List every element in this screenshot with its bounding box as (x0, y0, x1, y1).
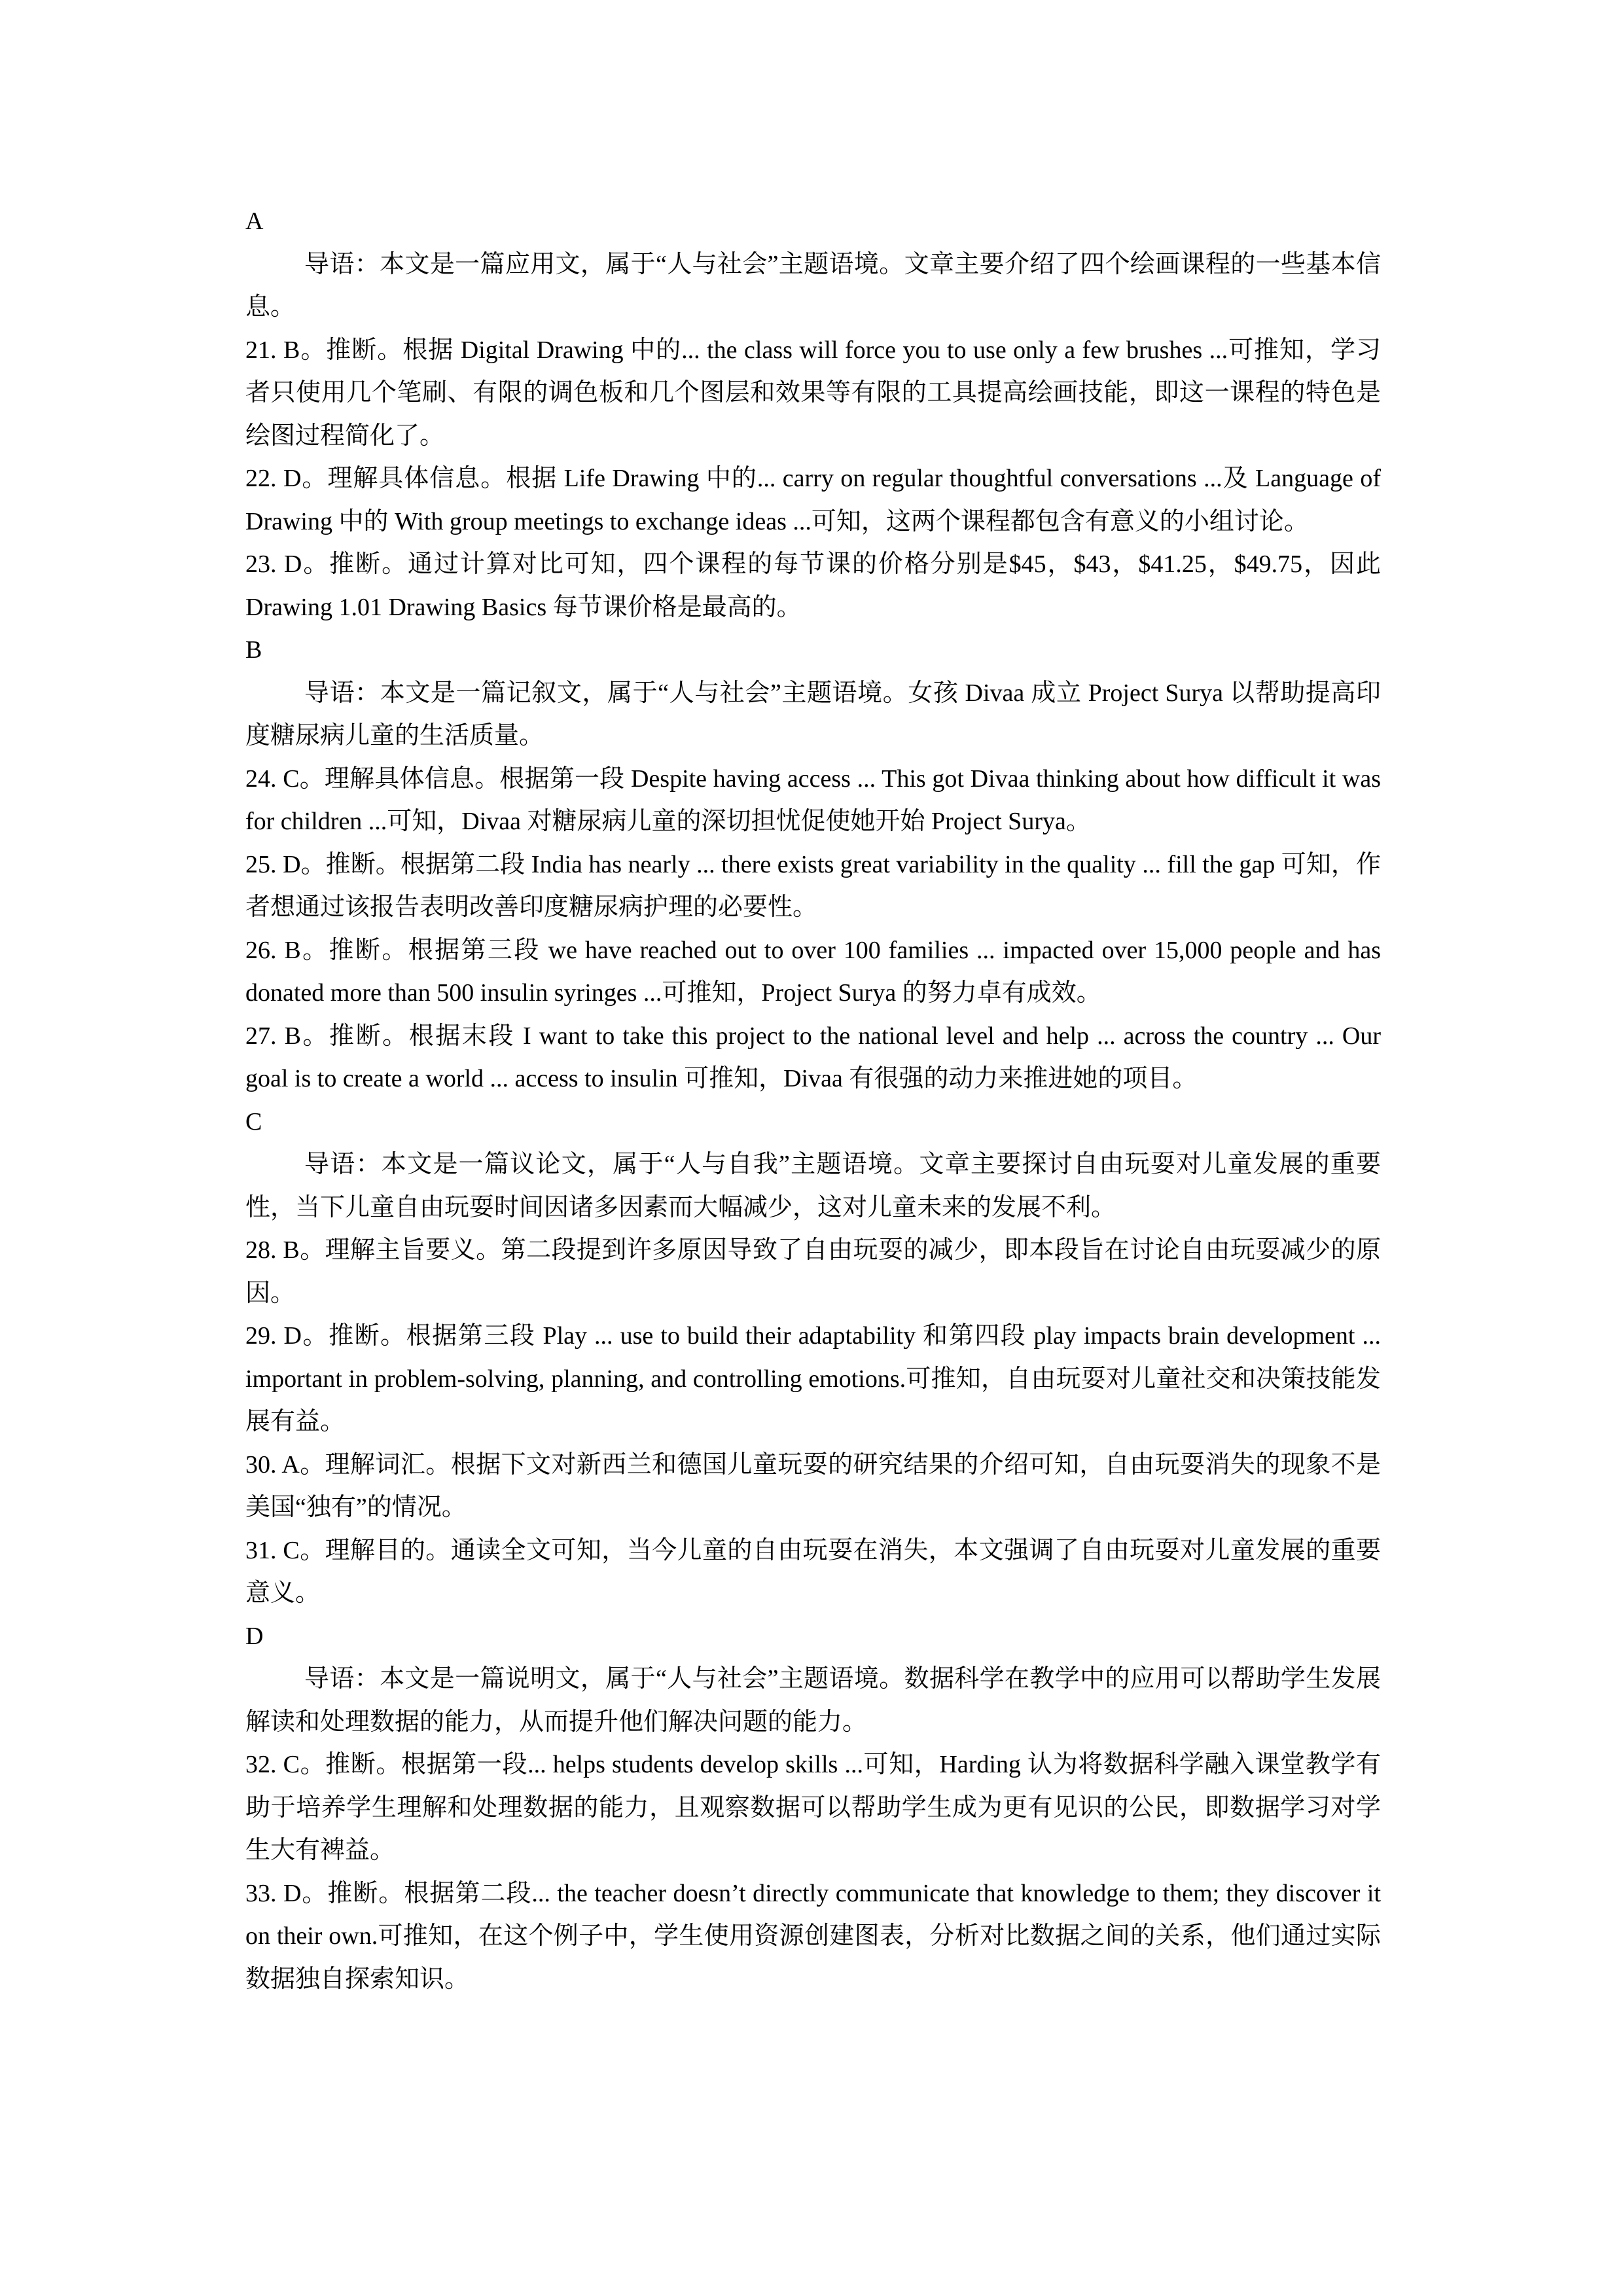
answer-item-23: 23. D。推断。通过计算对比可知，四个课程的每节课的价格分别是$45，$43，$41.25，$49.75，因此 Drawing 1.01 Drawing Basics 每节课价格是最高的。 (245, 550, 1381, 621)
section-b-intro: 导语：本文是一篇记叙文，属于“人与社会”主题语境。女孩 Divaa 成立 Project Surya 以帮助提高印度糖尿病儿童的生活质量。 (245, 679, 1381, 749)
section-d-intro: 导语：本文是一篇说明文，属于“人与社会”主题语境。数据科学在教学中的应用可以帮助学生发展解读和处理数据的能力，从而提升他们解决问题的能力。 (245, 1665, 1381, 1736)
section-c-intro: 导语：本文是一篇议论文，属于“人与自我”主题语境。文章主要探讨自由玩耍对儿童发展的重要性，当下儿童自由玩耍时间因诸多因素而大幅减少，这对儿童未来的发展不利。 (245, 1151, 1381, 1221)
section-label-c: C (245, 1107, 262, 1136)
section-label-d: D (245, 1622, 264, 1650)
answer-item-33: 33. D。推断。根据第二段... the teacher doesn’t directly communicate that knowledge to them; they discover it on their own.可推知，在这个例子中，学生使用资源创建图表，分析对比数据之间的关系，他们通过实际数据独自探索知识。 (245, 1879, 1381, 1993)
answer-item-22: 22. D。理解具体信息。根据 Life Drawing 中的... carry on regular thoughtful conversations ...及 Language of Drawing 中的 With group meetings to exchange ideas ...可知，这两个课程都包含有意义的小组讨论。 (245, 465, 1381, 535)
answer-item-31: 31. C。理解目的。通读全文可知，当今儿童的自由玩耍在消失，本文强调了自由玩耍对儿童发展的重要意义。 (245, 1536, 1381, 1607)
answer-item-30: 30. A。理解词汇。根据下文对新西兰和德国儿童玩耍的研究结果的介绍可知，自由玩耍消失的现象不是美国“独有”的情况。 (245, 1450, 1381, 1521)
answer-item-21: 21. B。推断。根据 Digital Drawing 中的... the class will force you to use only a few brushes ...可推知，学习者只使用几个笔刷、有限的调色板和几个图层和效果等有限的工具提高绘画技能，即这一课程的特色是绘图过程简化了。 (245, 336, 1381, 450)
section-label-a: A (245, 207, 264, 235)
answer-item-32: 32. C。推断。根据第一段... helps students develop skills ...可知，Harding 认为将数据科学融入课堂教学有助于培养学生理解和处理数据的能力，且观察数据可以帮助学生成为更有见识的公民，即数据学习对学生大有裨益。 (245, 1751, 1381, 1864)
answer-item-27: 27. B。推断。根据末段 I want to take this project to the national level and help ... across the country ... Our goal is to create a world ... access to insulin 可推知，Divaa 有很强的动力来推进她的项目。 (245, 1022, 1381, 1092)
section-label-b: B (245, 636, 262, 664)
answer-item-29: 29. D。推断。根据第三段 Play ... use to build their adaptability 和第四段 play impacts brain development ... important in problem-solving, planning, and controlling emotions.可推知，自由玩耍对儿童社交和决策技能发展有益。 (245, 1322, 1381, 1435)
answer-item-24: 24. C。理解具体信息。根据第一段 Despite having access ... This got Divaa thinking about how difficult it was for children ...可知，Divaa 对糖尿病儿童的深切担忧促使她开始 Project Surya。 (245, 764, 1381, 835)
section-a-intro: 导语：本文是一篇应用文，属于“人与社会”主题语境。文章主要介绍了四个绘画课程的一些基本信息。 (245, 250, 1381, 321)
answer-item-25: 25. D。推断。根据第二段 India has nearly ... there exists great variability in the quality ... fill the gap 可知，作者想通过该报告表明改善印度糖尿病护理的必要性。 (245, 850, 1381, 921)
answer-item-28: 28. B。理解主旨要义。第二段提到许多原因导致了自由玩耍的减少，即本段旨在讨论自由玩耍减少的原因。 (245, 1236, 1381, 1307)
answer-explanations-page (245, 200, 1381, 2001)
answer-item-26: 26. B。推断。根据第三段 we have reached out to over 100 families ... impacted over 15,000 people and has donated more than 500 insulin syringes ...可推知，Project Surya 的努力卓有成效。 (245, 936, 1381, 1007)
